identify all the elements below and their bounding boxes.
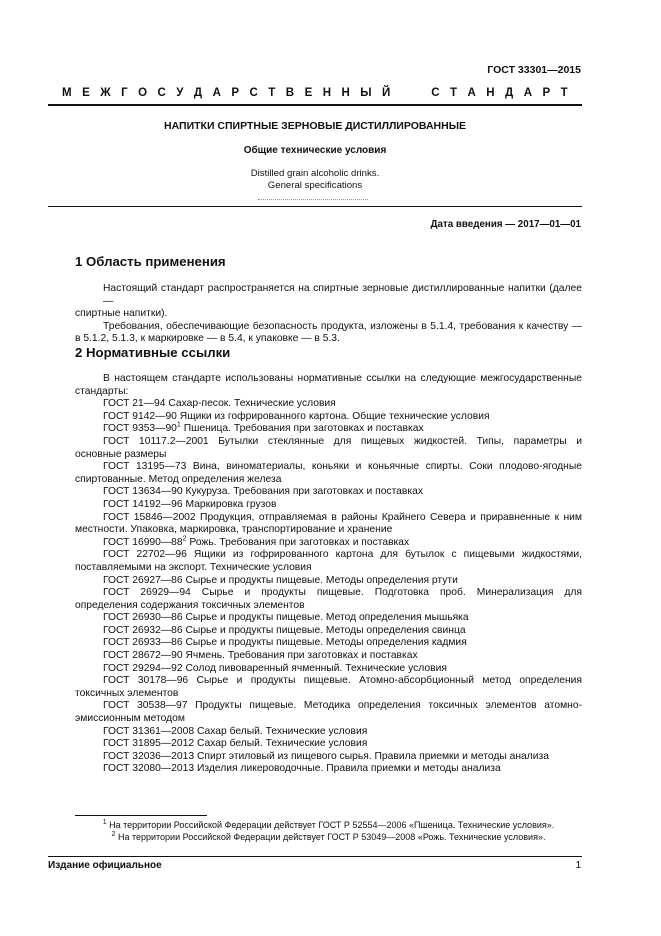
reference-item <box>75 675 582 700</box>
title-rule <box>48 206 582 207</box>
reference-line-1: ГОСТ 10117.2—2001 Бутылки стеклянные для пищевых жидкостей. Типы, параметры и <box>103 435 582 447</box>
banner-letter: Н <box>322 87 332 99</box>
reference-item <box>75 751 582 764</box>
banner-letter: В <box>285 87 295 99</box>
reference-line-2: местности. Упаковка, маркировка, транспортирование и хранение <box>75 524 393 536</box>
normative-references <box>75 373 582 776</box>
references-intro-line-2: стандарты: <box>75 385 129 397</box>
banner-letter: Д <box>193 87 203 99</box>
footnote-2-text: На территории Российской Федерации действует ГОСТ Р 53049—2008 «Рожь. Технические условия». <box>115 832 546 842</box>
reference-item <box>75 398 582 411</box>
banner-letter: Т <box>560 87 568 99</box>
references-intro-line-1: В настоящем стандарте использованы нормативные ссылки на следующие межгосударственные <box>103 373 582 384</box>
reference-line-1: ГОСТ 13634—90 Кукуруза. Требования при заготовках и поставках <box>103 486 423 498</box>
reference-item <box>75 650 582 663</box>
banner-letter: Г <box>121 87 128 99</box>
banner-letter: А <box>523 87 533 99</box>
introduction-date: Дата введения — 2017—01—01 <box>430 219 581 230</box>
english-title <box>48 168 582 192</box>
standard-title: НАПИТКИ СПИРТНЫЕ ЗЕРНОВЫЕ ДИСТИЛЛИРОВАННЫЕ <box>164 120 466 132</box>
reference-item <box>75 663 582 676</box>
reference-item <box>75 512 582 537</box>
reference-line-1: ГОСТ 31895—2012 Сахар белый. Технические условия <box>103 738 368 750</box>
banner-letter: С <box>157 87 166 99</box>
reference-title: Рожь. Требования при заготовках и поставках <box>186 536 410 548</box>
page-number: 1 <box>575 860 581 871</box>
reference-line-1: ГОСТ 13195—73 Вина, виноматериалы, коньяки и коньячные спирты. Соки плодово-ягодные <box>103 461 582 473</box>
reference-line-1: ГОСТ 29294—92 Солод пивоваренный ячменный. Технические условия <box>103 662 447 674</box>
reference-title: Пшеница. Требования при заготовках и поставках <box>180 423 424 435</box>
reference-line-2: эмиссионным методом <box>75 713 185 725</box>
scope-paragraph-2-line-1: Требования, обеспечивающие безопасность продукта, изложены в 5.1.4, требования к качеству — <box>103 320 582 332</box>
english-title-line-1: Distilled grain alcoholic drinks. <box>250 168 380 179</box>
banner-letter: Е <box>82 87 90 99</box>
reference-code: ГОСТ 9353—90 <box>103 423 177 435</box>
reference-item <box>75 625 582 638</box>
reference-item <box>75 587 582 612</box>
banner-letter: У <box>176 87 184 99</box>
reference-item <box>75 637 582 650</box>
reference-item <box>75 499 582 512</box>
section-1-body <box>75 283 582 346</box>
footnote-mark: 2 <box>182 535 187 543</box>
banner-letter: А <box>212 87 221 99</box>
banner-letter: Р <box>231 87 240 99</box>
banner-letter: А <box>467 87 476 99</box>
banner-letter: Н <box>486 87 495 99</box>
reference-line-1: ГОСТ 30178—96 Сырье и продукты пищевые. Атомно-абсорбционный метод определения <box>103 675 582 687</box>
reference-line-1: ГОСТ 26930—86 Сырье и продукты пищевые. Метод определения мышьяка <box>103 612 469 624</box>
reference-item <box>75 726 582 739</box>
banner-letter: Н <box>341 87 350 99</box>
reference-line-2: определения содержания токсичных элементов <box>75 599 305 611</box>
reference-item <box>75 575 582 588</box>
footnote-2 <box>75 832 582 843</box>
reference-item <box>75 549 582 574</box>
banner-letter: Ы <box>360 87 372 99</box>
footer-rule <box>48 856 582 857</box>
reference-line-1 <box>75 423 582 436</box>
reference-code: ГОСТ 16990—88 <box>103 536 183 548</box>
reference-line-1: ГОСТ 28672—90 Ячмень. Требования при заготовках и поставках <box>103 650 418 662</box>
section-2-heading: 2 Нормативные ссылки <box>75 345 231 360</box>
banner-letter: Р <box>542 87 551 99</box>
reference-line-2: основные размеры <box>75 448 167 460</box>
reference-item <box>75 763 582 776</box>
banner-letter: Д <box>505 87 514 99</box>
reference-line-1: ГОСТ 22702—96 Ящики из гофрированного картона для бутылок с пищевыми жидкостями, <box>103 549 582 561</box>
reference-line-1: ГОСТ 30538—97 Продукты пищевые. Методика определения токсичных элементов атомно- <box>103 700 582 712</box>
reference-line-1: ГОСТ 26933—86 Сырье и продукты пищевые. Методы определения кадмия <box>103 637 467 649</box>
reference-item <box>75 436 582 461</box>
document-number: ГОСТ 33301—2015 <box>487 64 581 76</box>
banner-letter: Т <box>268 87 276 99</box>
footnote-1-mark: 1 <box>102 819 107 826</box>
banner-letter: С <box>431 87 440 99</box>
banner-letter: М <box>62 87 72 99</box>
footnote-1 <box>75 820 582 831</box>
reference-item <box>75 423 582 436</box>
reference-line-2: спиртованные. Метод определения железа <box>75 473 282 485</box>
banner-space <box>401 87 421 100</box>
banner-letter: Е <box>304 87 313 99</box>
reference-item <box>75 461 582 486</box>
section-1-heading: 1 Область применения <box>75 254 226 269</box>
footnote-rule <box>75 815 207 816</box>
reference-line-1: ГОСТ 32036—2013 Спирт этиловый из пищевого сырья. Правила приемки и методы анализа <box>103 750 549 762</box>
reference-line-1: ГОСТ 26929—94 Сырье и продукты пищевые. Подготовка проб. Минерализация для <box>103 587 582 599</box>
reference-line-2: токсичных элементов <box>75 687 179 699</box>
interstate-standard-banner <box>62 87 568 100</box>
reference-line-1: ГОСТ 9142—90 Ящики из гофрированного картона. Общие технические условия <box>103 410 490 422</box>
reference-line-1: ГОСТ 14192—96 Маркировка грузов <box>103 498 277 510</box>
reference-line-1: ГОСТ 32080—2013 Изделия ликероводочные. Правила приемки и методы анализа <box>103 763 501 775</box>
banner-letter: Ж <box>100 87 111 99</box>
banner-letter: О <box>138 87 148 99</box>
reference-line-1: ГОСТ 26932—86 Сырье и продукты пищевые. Методы определения свинца <box>103 624 466 636</box>
footnote-2-mark: 2 <box>111 831 116 838</box>
reference-line-1: ГОСТ 26927—86 Сырье и продукты пищевые. Методы определения ртути <box>103 574 458 586</box>
reference-line-1: ГОСТ 15846—2002 Продукция, отправляемая в районы Крайнего Севера и приравненные к ним <box>103 511 582 523</box>
reference-item <box>75 738 582 751</box>
footnote-1-text: На территории Российской Федерации действует ГОСТ Р 52554—2006 «Пшеница. Технические условия». <box>106 820 555 830</box>
reference-item <box>75 486 582 499</box>
banner-letter: Й <box>382 87 391 99</box>
dotted-separator <box>258 199 368 200</box>
reference-line-1: ГОСТ 21—94 Сахар-песок. Технические условия <box>103 398 336 410</box>
standard-subtitle: Общие технические условия <box>243 145 387 156</box>
scope-paragraph-1-line-1: Настоящий стандарт распространяется на спиртные зерновые дистиллированные напитки (далее — <box>103 283 582 307</box>
official-edition-label: Издание официальное <box>48 860 162 871</box>
reference-item <box>75 411 582 424</box>
reference-item <box>75 537 582 550</box>
header-rule <box>48 104 582 106</box>
footnote-mark: 1 <box>176 421 181 429</box>
reference-line-1: ГОСТ 31361—2008 Сахар белый. Технические условия <box>103 725 368 737</box>
banner-letter: Т <box>449 87 458 99</box>
english-title-line-2: General specifications <box>267 180 363 191</box>
reference-line-2: поставляемыми на экспорт. Технические условия <box>75 561 312 573</box>
reference-item <box>75 612 582 625</box>
reference-item <box>75 700 582 725</box>
reference-line-1 <box>75 537 582 550</box>
scope-paragraph-1-line-2: спиртные напитки). <box>75 308 168 320</box>
reference-list <box>75 398 582 776</box>
banner-letter: С <box>249 87 258 99</box>
scope-paragraph-2-line-2: в 5.1.2, 5.1.3, к маркировке — в 5.4, к упаковке — в 5.3. <box>75 333 340 345</box>
